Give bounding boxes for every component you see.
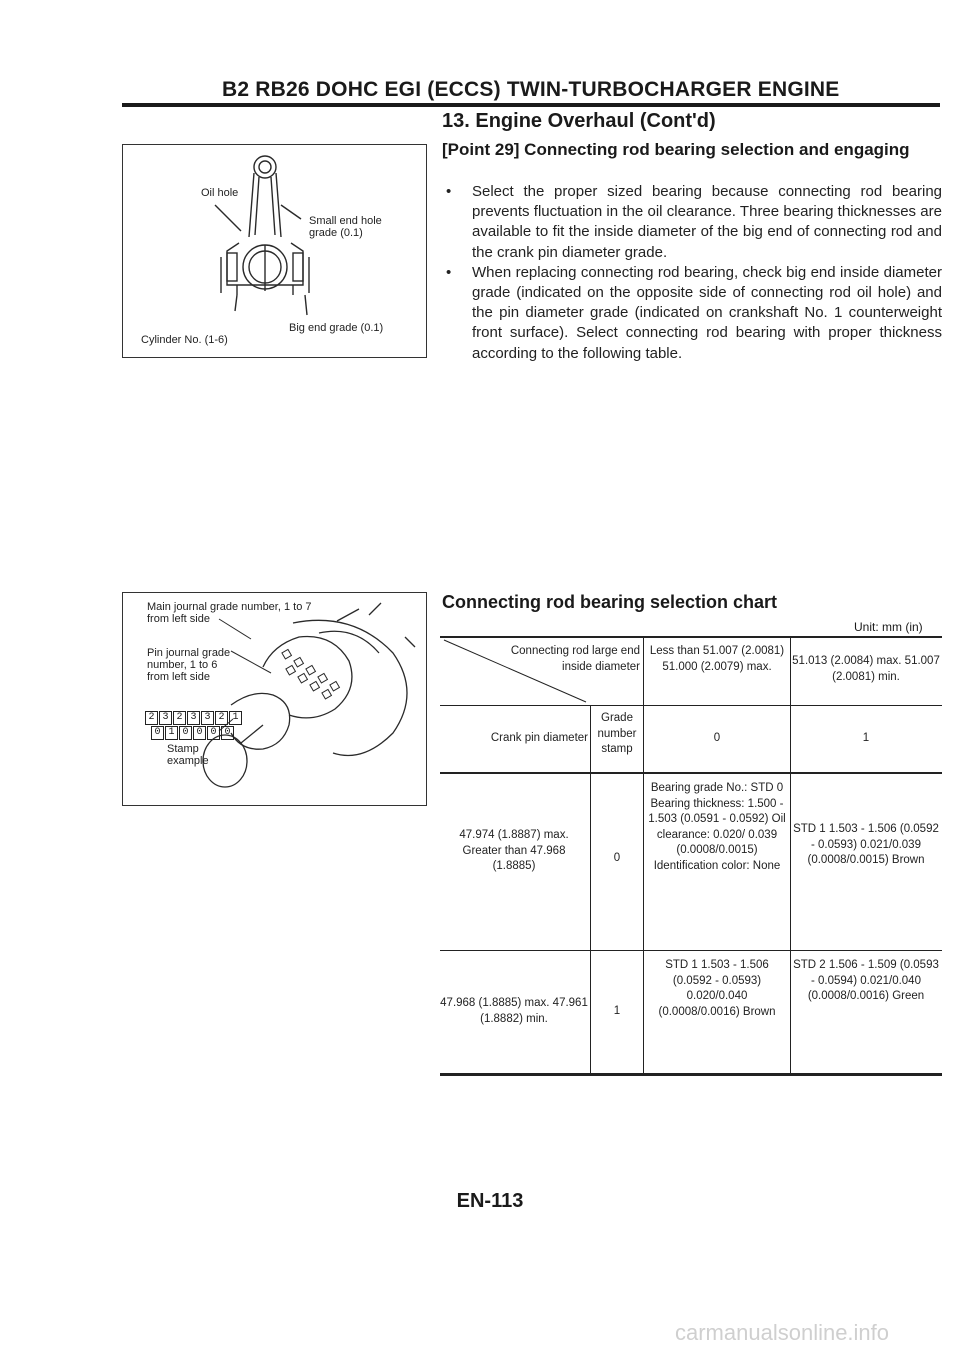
selection-table (440, 636, 942, 1076)
stamp-digit: 2 (173, 711, 186, 725)
bullet-text: Select the proper sized bearing because connecting rod bearing prevents fluctuation in the oil clearance. Three bearing thicknesses are available to fit the inside diameter of the big end of connecting rod and the crank pin diameter grade. (472, 183, 942, 261)
page-header-title: B2 RB26 DOHC EGI (ECCS) TWIN-TURBOCHARGER ENGINE (222, 78, 840, 101)
row1-grade: 0 (613, 852, 621, 864)
stamp-digit: 0 (179, 726, 192, 740)
stamp-example-label: Stamp example (167, 743, 209, 767)
point-heading: [Point 29] Connecting rod bearing selection and engaging (442, 140, 910, 159)
grade-b-header: 1 (862, 732, 870, 744)
row1-pin-diameter: 47.974 (1.8887) max. Greater than 47.968 (1.8885) (459, 829, 569, 872)
bullet-list (442, 182, 942, 364)
chart-title: Connecting rod bearing selection chart (442, 592, 778, 612)
unit-label: Unit: mm (in) (854, 620, 923, 634)
range-b-header: 51.013 (2.0084) max. 51.007 (2.0081) min. (792, 655, 940, 683)
table-vrule (790, 636, 791, 772)
row2-col-a: STD 1 1.503 - 1.506 (0.0592 - 0.0593) 0.020/0.040 (0.0008/0.0016) Brown (658, 959, 776, 1018)
section-title: 13. Engine Overhaul (Cont'd) (442, 110, 716, 132)
stamp-digit: 3 (159, 711, 172, 725)
big-end-label: Big end grade (0.1) (289, 322, 384, 334)
stamp-digit: 0 (207, 726, 220, 740)
oil-hole-label: Oil hole (201, 187, 239, 199)
main-journal-label: Main journal grade number, 1 to 7 from left side (147, 601, 312, 625)
table-vrule (643, 772, 644, 1074)
row2-pin-diameter: 47.968 (1.8885) max. 47.961 (1.8882) min. (440, 997, 588, 1025)
stamp-row-main (145, 711, 243, 725)
crank-pin-header: Crank pin diameter (490, 732, 588, 744)
bullet-text: When replacing connecting rod bearing, check big end inside diameter grade (indicated on the opposite side of connecting rod oil hole) and the pin diameter grade (indicated on crankshaft No. 1 counterweight front surface). Select connecting rod bearing with proper thickness according to the following table. (472, 263, 942, 362)
table-vrule (790, 772, 791, 1074)
table-vrule (590, 772, 591, 1074)
stamp-row-pin (151, 726, 235, 740)
watermark: carmanualsonline.info (675, 1320, 890, 1345)
bullet-dot-icon: • (446, 263, 452, 281)
page-number: EN-113 (456, 1190, 524, 1212)
bullet-item (442, 263, 942, 364)
header-rule (122, 103, 940, 107)
stamp-digit: 3 (187, 711, 200, 725)
grade-a-header: 0 (713, 732, 721, 744)
stamp-digit: 1 (229, 711, 242, 725)
rod-large-end-header: Connecting rod large end inside diameter (510, 645, 640, 673)
stamp-digit: 1 (165, 726, 178, 740)
crankshaft-figure (122, 592, 427, 806)
stamp-digit: 0 (221, 726, 234, 740)
grade-stamp-header: Grade number stamp (597, 712, 637, 755)
table-bottom-rule (440, 1073, 942, 1076)
cylinder-label: Cylinder No. (1-6) (141, 334, 228, 346)
bullet-item (442, 182, 942, 263)
row2-grade: 1 (613, 1005, 621, 1017)
row1-col-a: Bearing grade No.: STD 0 Bearing thickness: 1.500 - 1.503 (0.0591 - 0.0592) Oil clearance: 0.020/ 0.039 (0.0008/0.0015) Identification color: None (648, 782, 786, 872)
stamp-digit: 0 (151, 726, 164, 740)
row2-col-b: STD 2 1.506 - 1.509 (0.0593 - 0.0594) 0.021/0.040 (0.0008/0.0016) Green (793, 959, 939, 1002)
bullet-dot-icon: • (446, 183, 452, 200)
stamp-digit: 2 (215, 711, 228, 725)
stamp-digit: 0 (193, 726, 206, 740)
table-vrule (643, 636, 644, 772)
stamp-digit: 2 (145, 711, 158, 725)
pin-journal-label: Pin journal grade number, 1 to 6 from left side (147, 647, 231, 683)
table-rule (440, 950, 942, 951)
table-rule (440, 772, 942, 774)
row1-col-b: STD 1 1.503 - 1.506 (0.0592 - 0.0593) 0.021/0.039 (0.0008/0.0015) Brown (793, 823, 939, 866)
stamp-digit: 3 (201, 711, 214, 725)
small-end-label: Small end hole grade (0.1) (309, 215, 382, 239)
connecting-rod-figure (122, 144, 427, 358)
range-a-header: Less than 51.007 (2.0081) 51.000 (2.0079) max. (649, 645, 785, 673)
